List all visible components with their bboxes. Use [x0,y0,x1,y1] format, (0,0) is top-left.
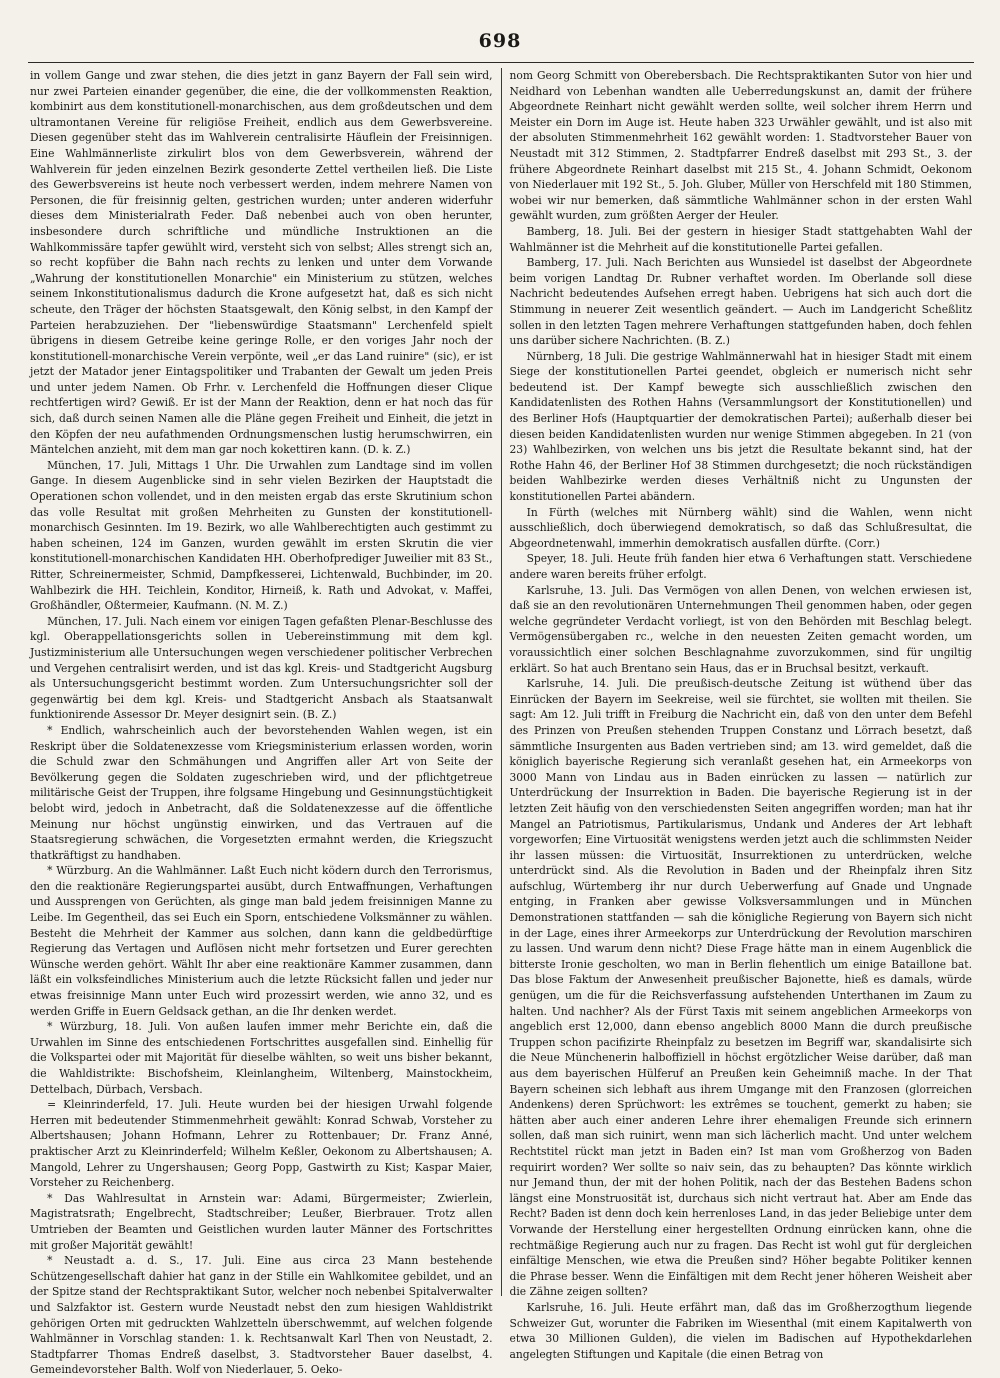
article-paragraph: Karlsruhe, 16. Juli. Heute erfährt man, daß das im Großherzogthum liegende Schweizer Gut, worunter die Fabriken im Wiesenthal (mit einem Kapitalwerth von etwa 30 Millionen Gulden), die vielen im Badischen auf Hypothekdarlehen angelegten Stiftungen und Kapitale (die einen Betrag von [509,1300,972,1361]
page-number: 698 [478,30,522,52]
article-paragraph: * Neustadt a. d. S., 17. Juli. Eine aus circa 23 Mann bestehende Schützengesellschaft dahier hat ganz in der Stille ein Wahlkomitee gebildet, und an der Spitze stand der Rechtspraktikant Sutor, welcher noch nebenbei Spitalverwalter und Salzfaktor ist. Gestern wurde Neustadt nebst den zum hiesigen Wahldistrikt gehörigen Orten mit gedruckten Wahlzetteln überschwemmt, auf welchen folgende Wahlmänner in Vorschlag standen: 1. k. Rechtsanwalt Karl Then von Neustadt, 2. Stadtpfarrer Thomas Endreß daselbst, 3. Stadtvorsteher Bauer daselbst, 4. Gemeindevorsteher Balth. Wolf von Niederlauer, 5. Oeko- [30,1254,493,1377]
article-paragraph: * Endlich, wahrscheinlich auch der bevorstehenden Wahlen wegen, ist ein Reskript über die Soldatenexzesse vom Kriegsministerium erlassen worden, worin die Schuld zwar den Schmähungen und Angriffen aller Art von Seite der Bevölkerung gegen die Soldaten zugeschrieben wird, und der pflichtgetreue militärische Geist der Truppen, ihre folgsame Hingebung und Gesinnungstüchtigkeit belobt wird, jedoch in Anbetracht, daß die Soldatenexzesse auf die öffentliche Meinung nur höchst ungünstig einwirken, und das Vertrauen auf die Staatsregierung schwächen, die Vorgesetzten ermahnt werden, die Kriegszucht thatkräftigst zu handhaben. [30,723,493,862]
article-paragraph: München, 17. Juli, Mittags 1 Uhr. Die Urwahlen zum Landtage sind im vollen Gange. In diesem Augenblicke sind in sehr vielen Bezirken der Hauptstadt die Operationen schon vollendet, und in den meisten ergab das erste Skrutinium schon das volle Resultat mit großen Mehrheiten zu Gunsten der konstitutionell-monarchisch Gesinnten. Im 19. Bezirk, wo alle Wahlberechtigten auch gestimmt zu haben scheinen, 124 im Ganzen, wurden gewählt im ersten Skrutin die vier konstitutionell-monarchischen Kandidaten HH. Oberhofprediger Juweilier mit 83 St., Ritter, Schreinermeister, Schmid, Dampfkesserei, Lichtenwald, Buchbinder, im 20. Wahlbezirk die HH. Teichlein, Konditor, Hirneiß, k. Rath und Advokat, v. Maffei, Großhändler, Oßtermeier, Kaufmann. (N. M. Z.) [30,458,493,613]
right-column [502,68,975,1361]
text-columns [28,68,974,1377]
article-paragraph: in vollem Gange und zwar stehen, die dies jetzt in ganz Bayern der Fall sein wird, nur zwei Parteien einander gegenüber, die eine, die der vollkommensten Reaktion, kombinirt aus dem konstitutionell-monarchischen, aus dem großdeutschen und dem ultramontanen Vereine für religiöse Freiheit, endlich aus dem Gewerbsvereine. Diesen gegenüber steht das im Wahlverein centralisirte Häuflein der Freisinnigen. Eine Wahlmännerliste zirkulirt blos von dem Gewerbsverein, während der Wahlverein für jeden einzelnen Bezirk gesonderte Zettel vertheilen ließ. Die Liste des Gewerbsvereins ist heute noch verbessert werden, indem mehrere Namen von Personen, die für freisinnig gelten, gestrichen wurden; unter anderen widerfuhr dieses dem Ministerialrath Feder. Daß nebenbei auch von oben herunter, insbesondere durch schriftliche und mündliche Instruktionen an die Wahlkommissäre tapfer gewühlt wird, versteht sich von selbst; Alles strengt sich an, so recht kopfüber die Bahn nach rechts zu lenken und unter dem Vorwande „Wahrung der konstitutionellen Monarchie" ein Ministerium zu stützen, welches seinem Inkonstitutionalismus dadurch die Krone aufgesetzt hat, daß es sich nicht scheute, den Träger der höchsten Staatsgewalt, den König selbst, in den Kampf der Parteien herabzuziehen. Der "liebenswürdige Staatsmann" Lerchenfeld spielt übrigens in diesem Getreibe keine geringe Rolle, er den voriges Jahr noch der konstitutionell-monarchische Verein verpönte, weil „er das Land ruinire" (sic), er ist jetzt der Matador jener Eintagspolitiker und Trabanten der Gewalt um jeden Preis und unter jedem Namen. Ob Frhr. v. Lerchenfeld die Hoffnungen dieser Clique rechtfertigen wird? Gewiß. Er ist der Mann der Reaktion, denn er hat noch das für sich, daß durch seinen Namen alle die Pläne gegen Freiheit und Einheit, die jetzt in den Köpfen der neu aufathmenden Ordnungsmenschen lustig herumschwirren, ein Mäntelchen anzieht, mit dem man gar noch kokettiren kann. (D. k. Z.) [30,69,493,457]
left-column [28,68,501,1377]
article-paragraph: Speyer, 18. Juli. Heute früh fanden hier etwa 6 Verhaftungen statt. Verschiedene andere waren bereits früher erfolgt. [509,552,972,581]
article-paragraph: Nürnberg, 18 Juli. Die gestrige Wahlmännerwahl hat in hiesiger Stadt mit einem Siege der konstitutionellen Partei geendet, obgleich er numerisch nicht sehr bedeutend ist. Der Kampf bewegte sich ausschließlich zwischen den Kandidatenlisten des Rothen Hahns (Versammlungsort der Konstitutionellen) und des Berliner Hofs (Hauptquartier der demokratischen Partei); außerhalb dieser bei diesen beiden Kandidatenlisten wurden nur wenige Stimmen abgegeben. In 21 (von 23) Wahlbezirken, von welchen uns bis jetzt die Resultate bekannt sind, hat der Rothe Hahn 46, der Berliner Hof 38 Stimmen durchgesetzt; die noch rückständigen beiden Wahlbezirke werden dieses Verhältniß nicht zu Ungunsten der konstitutionellen Partei abändern. [509,349,972,504]
article-paragraph: nom Georg Schmitt von Oberebersbach. Die Rechtspraktikanten Sutor von hier und Neidhard von Lebenhan wandten alle Ueberredungskunst an, damit der frühere Abgeordnete Reinhart nicht gewählt werden sollte, weil solcher ihrem Herrn und Meister ein Dorn im Auge ist. Heute haben 323 Urwähler gewählt, und ist also mit der absoluten Stimmenmehrheit 162 gewählt worden: 1. Stadtvorsteher Bauer von Neustadt mit 312 Stimmen, 2. Stadtpfarrer Endreß daselbst mit 293 St., 3. der frühere Abgeordnete Reinhart daselbst mit 215 St., 4. Johann Schmidt, Oekonom von Niederlauer mit 192 St., 5. Joh. Gluber, Müller von Herschfeld mit 180 Stimmen, wobei wir nur bemerken, daß sämmtliche Wahlmänner schon in der ersten Wahl gewählt wurden, zum größten Aerger der Heuler. [509,69,972,223]
article-paragraph: In Fürth (welches mit Nürnberg wählt) sind die Wahlen, wenn nicht ausschließlich, doch überwiegend demokratisch, so daß das Schlußresultat, die Abgeordnetenwahl, immerhin demokratisch ausfallen dürfte. (Corr.) [509,505,972,550]
article-paragraph: Bamberg, 17. Juli. Nach Berichten aus Wunsiedel ist daselbst der Abgeordnete beim vorigen Landtag Dr. Rubner verhaftet worden. Im Oberlande soll diese Nachricht bedeutendes Aufsehen erregt haben. Uebrigens hat sich auch dort die Stimmung in neuerer Zeit wesentlich geändert. — Auch im Landgericht Scheßlitz sollen in den letzten Tagen mehrere Verhaftungen stattgefunden haben, doch fehlen uns darüber sichere Nachrichten. (B. Z.) [509,256,972,348]
article-paragraph: München, 17. Juli. Nach einem vor einigen Tagen gefaßten Plenar-Beschlusse des kgl. Oberappellationsgerichts sollen in Uebereinstimmung mit dem kgl. Justizministerium alle Untersuchungen wegen verschiedener politischer Verbrechen und Vergehen centralisirt werden, und ist das kgl. Kreis- und Stadtgericht Augsburg als Untersuchungsgericht bestimmt worden. Zum Untersuchungsrichter soll der gegenwärtig bei dem kgl. Kreis- und Stadtgericht Ansbach als Staatsanwalt funktionirende Assessor Dr. Meyer designirt sein. (B. Z.) [30,614,493,722]
article-paragraph: = Kleinrinderfeld, 17. Juli. Heute wurden bei der hiesigen Urwahl folgende Herren mit bedeutender Stimmenmehrheit gewählt: Konrad Schwab, Vorsteher zu Albertshausen; Johann Hofmann, Lehrer zu Rottenbauer; Dr. Franz Anné, praktischer Arzt zu Kleinrinderfeld; Wilhelm Keßler, Oekonom zu Albertshausen; A. Mangold, Lehrer zu Ungershausen; Georg Popp, Gastwirth zu Kist; Kaspar Maier, Vorsteher zu Reichenberg. [30,1098,493,1190]
article-paragraph: Bamberg, 18. Juli. Bei der gestern in hiesiger Stadt stattgehabten Wahl der Wahlmänner ist die Mehrheit auf die konstitutionelle Partei gefallen. [509,224,972,254]
article-paragraph: Karlsruhe, 14. Juli. Die preußisch-deutsche Zeitung ist wüthend über das Einrücken der Bayern im Seekreise, weil sie fürchtet, sie wollten mit theilen. Sie sagt: Am 12. Juli trifft in Freiburg die Nachricht ein, daß von den unter dem Befehl des Prinzen von Preußen stehenden Truppen Constanz und Lörrach besetzt, daß sämmtliche Insurgenten aus Baden vertrieben sind; am 13. wird gemeldet, daß die königlich bayerische Regierung sich veranlaßt gesehen hat, ein Armeekorps von 3000 Mann von Lindau aus in Baden einrücken zu lassen — natürlich zur Unterdrückung der Insurrektion in Baden. Die bayerische Regierung ist in der letzten Zeit häufig von den verschiedensten Seiten angegriffen worden; man hat ihr Mangel an Patriotismus, Partikularismus, Undank und Anderes der Art lebhaft vorgeworfen; Eine Virtuosität wenigstens werden jetzt auch die schlimmsten Neider ihr lassen müssen: die Virtuosität, Insurrektionen zu unterdrücken, welche unterdrückt sind. Als die Revolution in Baden und der Rheinpfalz ihren Sitz aufschlug, Würtemberg ihr nur durch Ueberwerfung auf Gnade und Ungnade entging, in Franken aber gewisse Volksversammlungen und in München Demonstrationen stattfanden — sah die königliche Regierung von Bayern sich nicht in der Lage, eines ihrer Armeekorps zur Unterdrückung der Revolution marschiren zu lassen. Und warum denn nicht? Diese Frage hätte man in einem Augenblick die bitterste Ironie gescholten, wo man in Berlin flehentlich um einige Bataillone bat. Das blose Faktum der Anwesenheit preußischer Bajonette, hieß es damals, würde genügen, um die für die Reichsverfassung aufstehenden Unterthanen im Zaum zu halten. Und nachher? Als der Fürst Taxis mit seinem angeblichen Armeekorps von angeblich erst 12,000, dann ebenso angeblich 8000 Mann die durch preußische Truppen schon pacifizirte Rheinpfalz zu besetzen im Begriff war, skandalisirte sich die Neue Münchenerin halboffiziell in höchst ergötzlicher Weise darüber, daß man aus dem bayerischen Hülferuf an Preußen kein Geheimniß mache. In der That Bayern scheinen sich lebhaft aus ihrem Umgange mit den Franzosen (glorreichen Andenkens) deren Sprüchwort: les extrêmes se touchent, gemerkt zu haben; sie hätten aber auch einer anderen Lehre ihrer ehemaligen Freunde sich erinnern sollen, daß man sich ruinirt, wenn man sich lächerlich macht. Und unter welchem Rechtstitel rückt man jetzt in Baden ein? Ist man vom Großherzog von Baden requirirt worden? Wer sollte so naiv sein, das zu behaupten? Das könnte wirklich nur Jemand thun, der mit der hohen Politik, nach der das Bestehen Badens schon längst eine Monstruosität ist, durchaus sich nicht vertraut hat. Aber am Ende das Recht? Baden ist denn doch kein herrenloses Land, in das jeder Beliebige unter dem Vorwande der Herstellung einer hergestellten Ordnung einrücken kann, ohne die rechtmäßige Regierung auch nur zu fragen. Das Recht ist wohl gut für dergleichen einfältige Menschen, wie etwa die Preußen sind? Höher begabte Politiker kennen die Phrase besser. Wenn die Einfältigen mit dem Recht jener höheren Weisheit aber die Zähne zeigen sollten? [509,677,972,1299]
article-paragraph: * Würzburg. An die Wahlmänner. Laßt Euch nicht ködern durch den Terrorismus, den die reaktionäre Regierungspartei ausübt, durch Entwaffnungen, Verhaftungen und Aussprengen von Gerüchten, als ginge man bald jedem freisinnigen Manne zu Leibe. Im Gegentheil, das sei Euch ein Sporn, entschiedene Volksmänner zu wählen. Besteht die Mehrheit der Kammer aus solchen, dann kann die geldbedürftige Regierung das Vertagen und Auflösen nicht mehr fortsetzen und Eurer gerechten Wünsche werden gehört. Wählt Ihr aber eine reaktionäre Kammer zusammen, dann läßt ein volksfeindliches Ministerium auch die letzte Rücksicht fallen und jeder nur etwas freisinnige Mann unter Euch wird prozessirt werden, wie anno 32, und es werden Griffe in Euern Geldsack gethan, an die Ihr denken werdet. [30,864,493,1018]
article-paragraph: * Das Wahlresultat in Arnstein war: Adami, Bürgermeister; Zwierlein, Magistratsrath; Engelbrecht, Stadtschreiber; Leußer, Bierbrauer. Trotz allen Umtrieben der Beamten und Geistlichen wurden lauter Männer des Fortschrittes mit großer Majorität gewählt! [30,1191,493,1252]
header-rule [28,62,974,63]
article-paragraph: Karlsruhe, 13. Juli. Das Vermögen von allen Denen, von welchen erwiesen ist, daß sie an den revolutionären Unternehmungen Theil genommen haben, oder gegen welche gegründeter Verdacht vorliegt, ist von den Behörden mit Beschlag belegt. Vermögensübergaben rc., welche in den neuesten Zeiten gemacht worden, um voraussichtlich einer solchen Beschlagnahme zuvorzukommen, sind für ungiltig erklärt. So hat auch Brentano sein Haus, das er in Bruchsal besitzt, verkauft. [509,583,972,675]
article-paragraph: * Würzburg, 18. Juli. Von außen laufen immer mehr Berichte ein, daß die Urwahlen im Sinne des entschiedenen Fortschrittes ausgefallen sind. Einhellig für die Volkspartei oder mit Majorität für dieselbe wählten, so weit uns bisher bekannt, die Wahldistrikte: Bischofsheim, Kleinlangheim, Wiltenberg, Mainstockheim, Dettelbach, Dürbach, Versbach. [30,1020,493,1096]
